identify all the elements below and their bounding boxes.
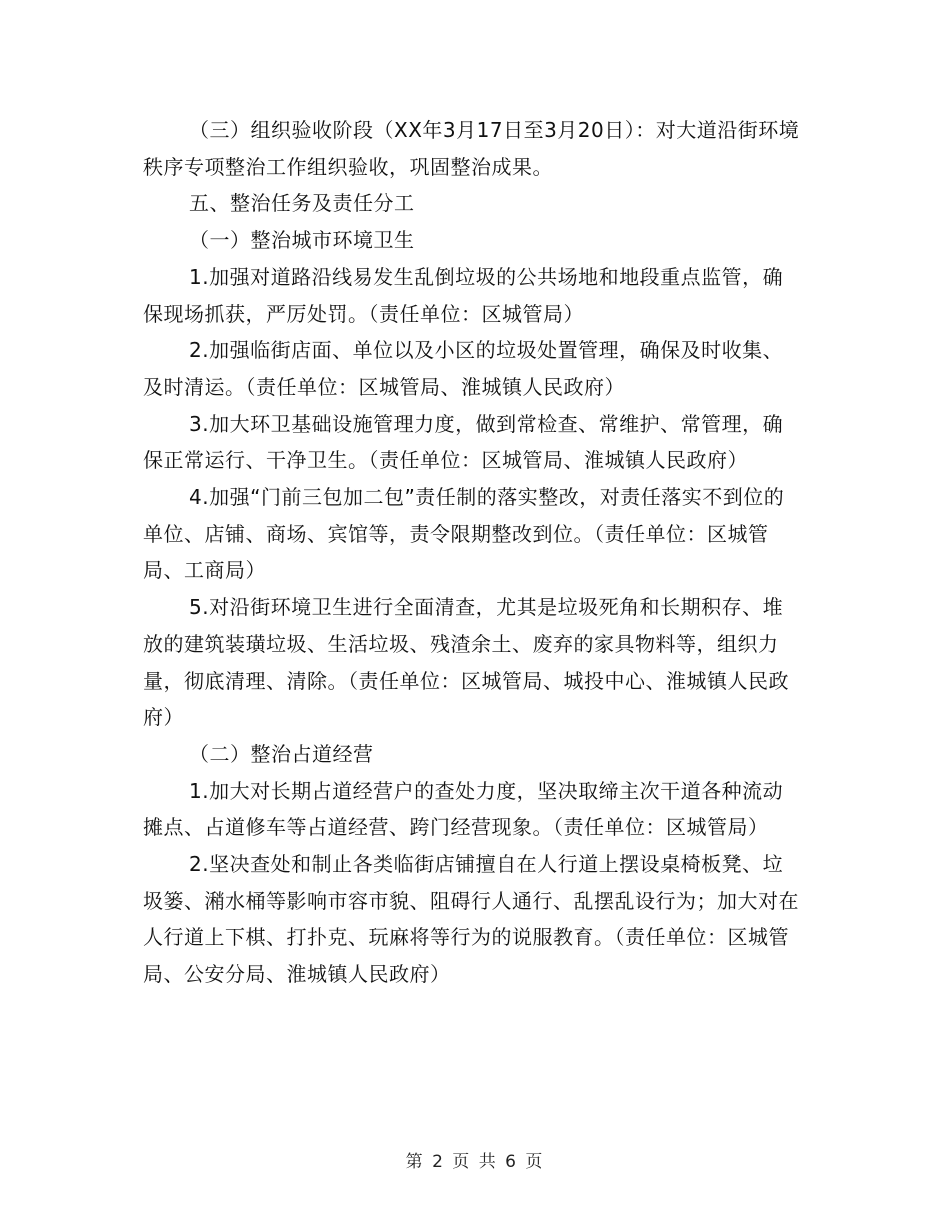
document-body [143, 112, 803, 993]
paragraph-sanitation-1: 1.加强对道路沿线易发生乱倒垃圾的公共场地和地段重点监管，确保现场抓获，严厉处罚。（责任单位：区城管局） [143, 264, 784, 326]
paragraph-acceptance-stage: （三）组织验收阶段（XX年3月17日至3月20日）：对大道沿街环境秩序专项整治工作组织验收，巩固整治成果。 [143, 118, 800, 179]
subsection-heading-sanitation: （一）整治城市环境卫生 [189, 228, 415, 253]
paragraph-sanitation-3: 3.加大环卫基础设施管理力度，做到常检查、常维护、常管理，确保正常运行、干净卫生。（责任单位：区城管局、淮城镇人民政府） [143, 411, 784, 473]
paragraph-road-occupation-1: 1.加大对长期占道经营户的查处力度，坚决取缔主次干道各种流动摊点、占道修车等占道经营、跨门经营现象。（责任单位：区城管局） [143, 778, 784, 840]
page-number-footer: 第 2 页 共 6 页 [405, 1152, 545, 1172]
subsection-heading-road-occupation: （二）整治占道经营 [189, 741, 374, 766]
paragraph-sanitation-5: 5.对沿街环境卫生进行全面清查，尤其是垃圾死角和长期积存、堆放的建筑装璜垃圾、生活垃圾、残渣余土、废弃的家具物料等，组织力量，彻底清理、清除。（责任单位：区城管局、城投中心、淮城镇人民政府） [143, 595, 789, 730]
paragraph-sanitation-2: 2.加强临街店面、单位以及小区的垃圾处置管理，确保及时收集、及时清运。（责任单位：区城管局、淮城镇人民政府） [143, 338, 784, 399]
paragraph-road-occupation-2: 2.坚决查处和制止各类临街店铺擅自在人行道上摆设桌椅板凳、垃圾篓、潲水桶等影响市容市貌、阻碍行人通行、乱摆乱设行为；加大对在人行道上下棋、打扑克、玩麻将等行为的说服教育。（责任单位：区城管局、公安分局、淮城镇人民政府） [143, 852, 799, 987]
section-heading-tasks: 五、整治任务及责任分工 [189, 191, 415, 216]
paragraph-sanitation-4: 4.加强“门前三包加二包”责任制的落实整改，对责任落实不到位的单位、店铺、商场、宾馆等，责令限期整改到位。（责任单位：区城管局、工商局） [143, 485, 785, 583]
